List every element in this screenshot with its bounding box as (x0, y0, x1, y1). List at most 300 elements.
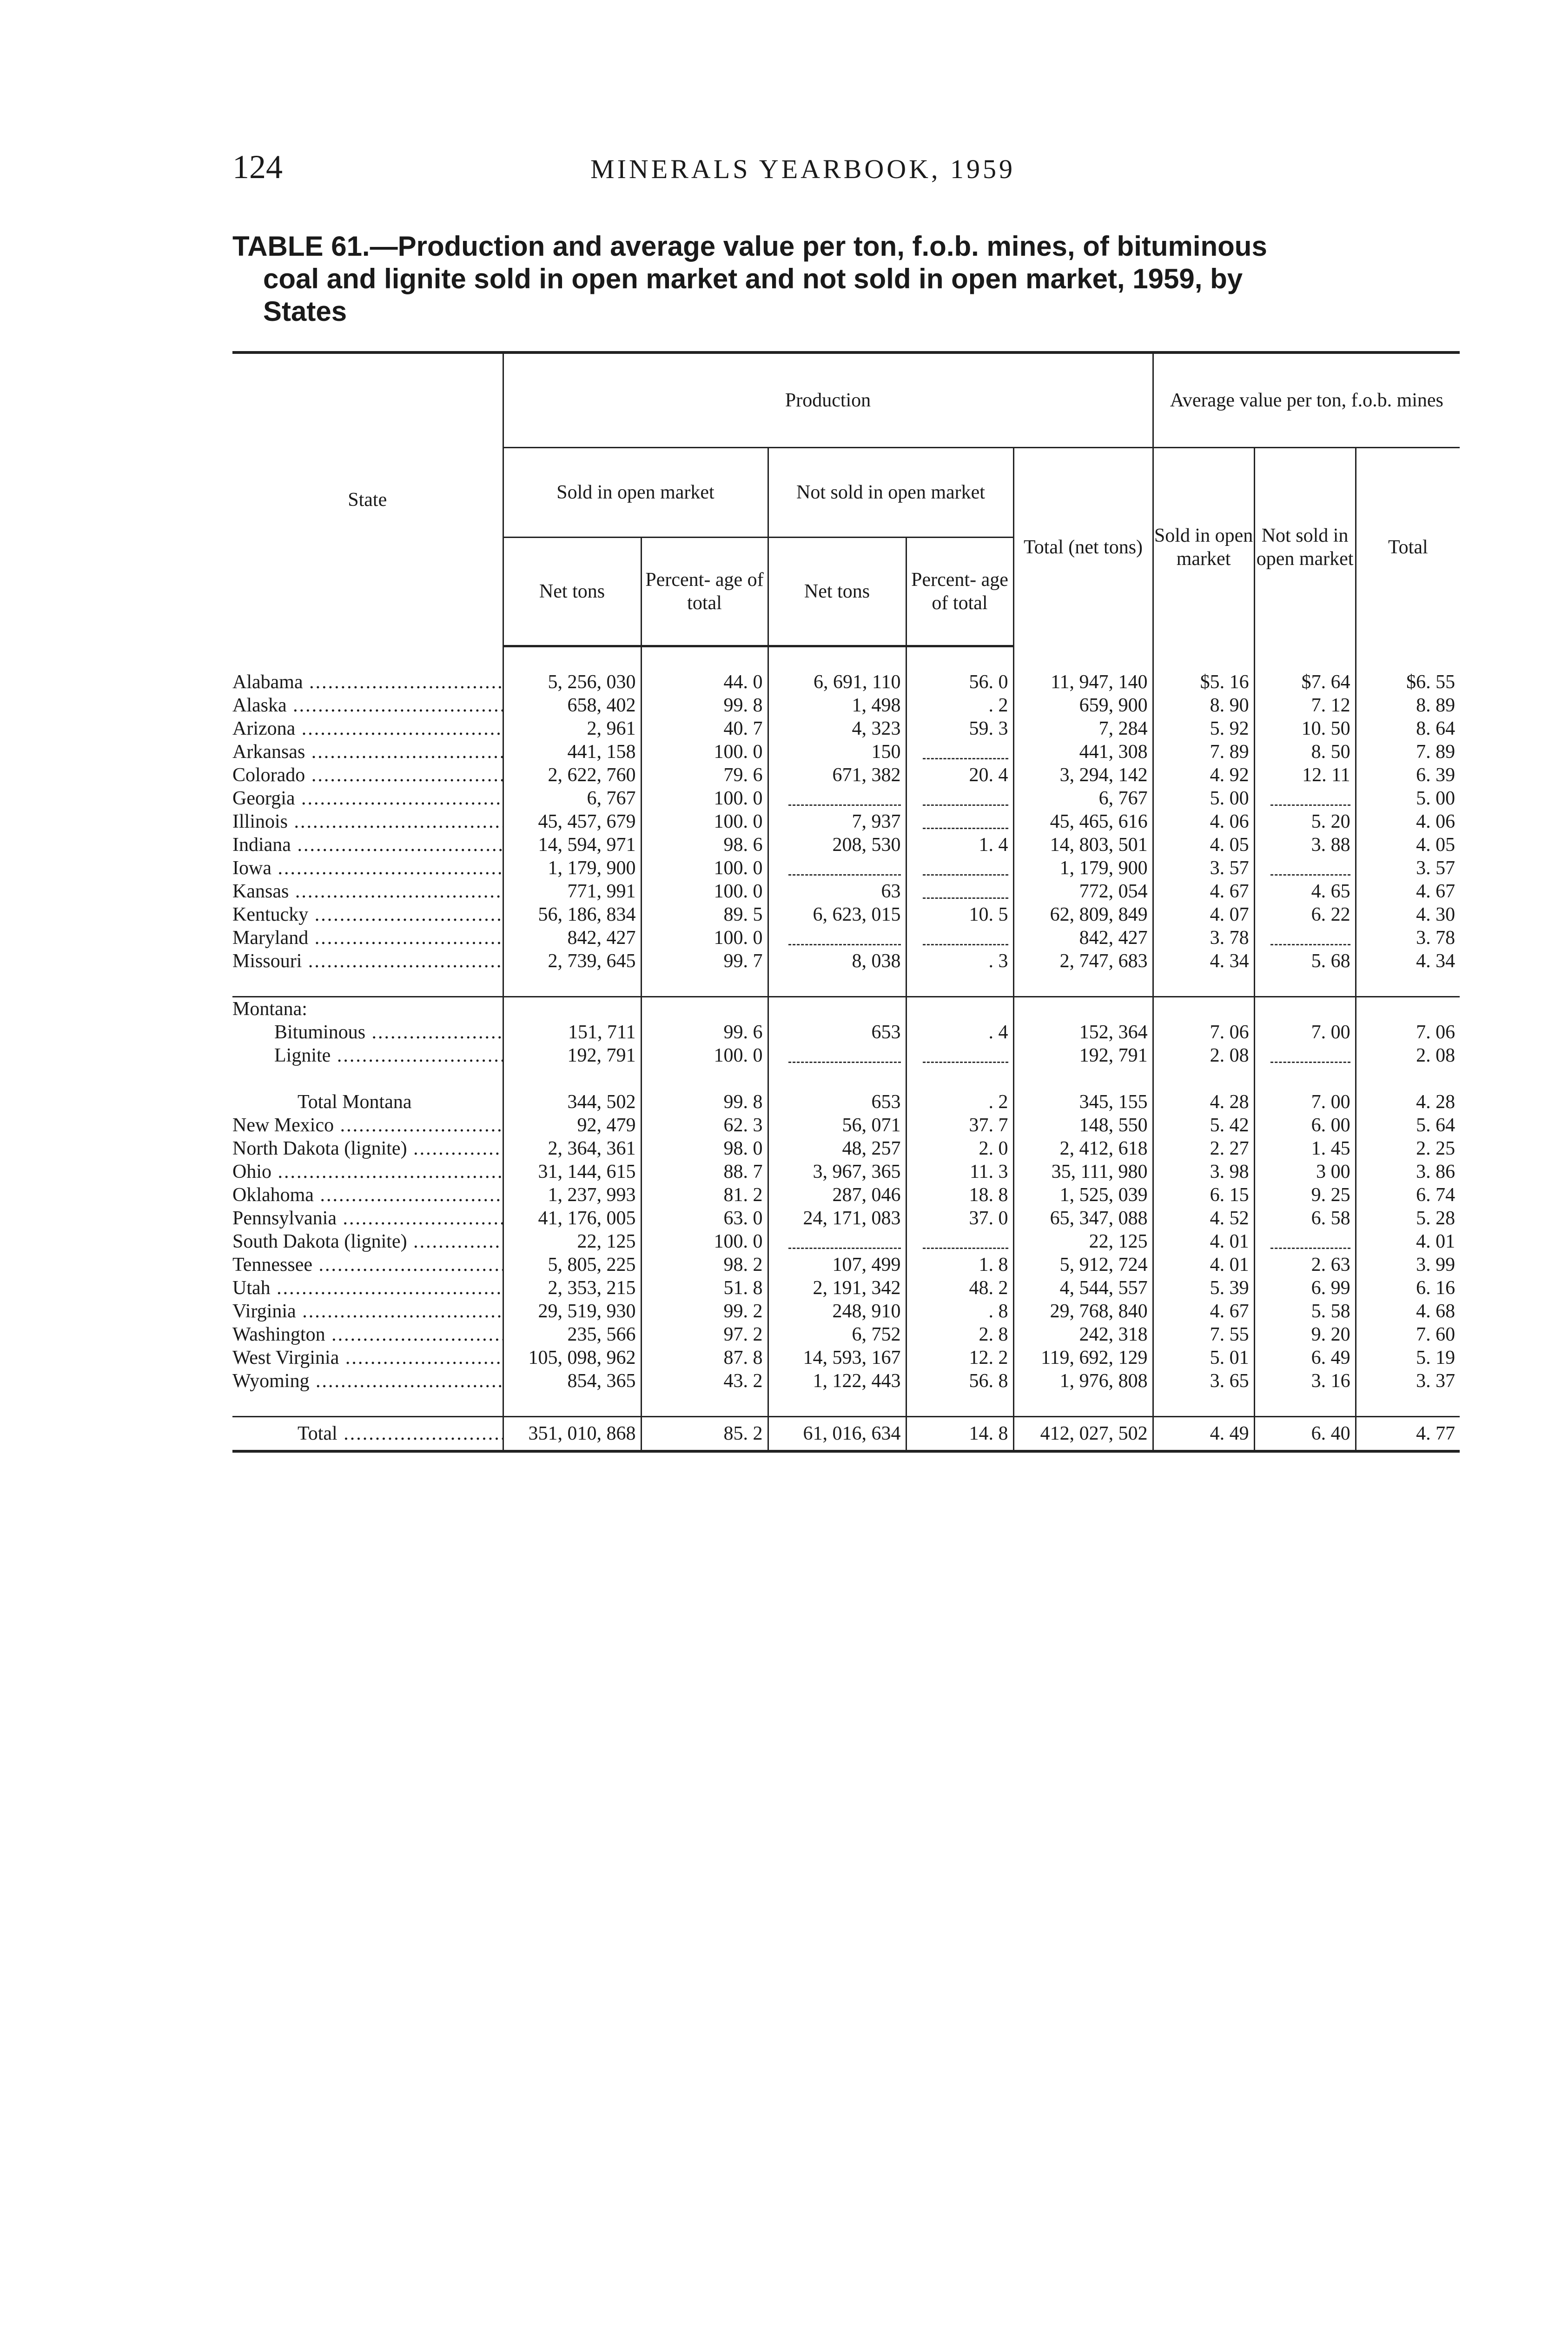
state-label: New Mexico ..... (232, 1115, 503, 1136)
av-total-cell: 4. 68 (1356, 1300, 1460, 1323)
total-net-tons-cell: 5, 912, 724 (1013, 1253, 1153, 1276)
table-row (232, 1369, 1460, 1393)
state-name (232, 1230, 503, 1253)
av-sold-cell: 5. 39 (1153, 1276, 1254, 1300)
sold-net-tons-cell: 5, 805, 225 (503, 1253, 641, 1276)
state-label: Total Montana (298, 1091, 412, 1113)
empty-cell (906, 997, 1013, 1021)
av-not-sold-cell: 7. 00 (1254, 1090, 1356, 1114)
av-total-cell: 5. 00 (1356, 787, 1460, 810)
av-total-cell: 5. 19 (1356, 1346, 1460, 1369)
state-label: West Virginia ..... (232, 1347, 503, 1368)
state-name (232, 1160, 503, 1183)
av-total-cell: 4. 28 (1356, 1090, 1460, 1114)
av-not-sold-cell (1254, 926, 1356, 950)
state-name (232, 857, 503, 880)
state-name (232, 740, 503, 764)
av-sold-cell: 5. 00 (1153, 787, 1254, 810)
state-name (232, 787, 503, 810)
av-not-sold-cell: 1. 45 (1254, 1137, 1356, 1160)
empty-dash (788, 1051, 900, 1063)
not-sold-pct-cell (906, 787, 1013, 810)
spacer-cell (232, 1393, 503, 1417)
caption-line-3: States (263, 296, 347, 327)
sold-net-tons-cell: 658, 402 (503, 694, 641, 717)
not-sold-net-tons-cell: 1, 122, 443 (768, 1369, 906, 1393)
table-row (232, 1300, 1460, 1323)
not-sold-pct-cell: 14. 8 (906, 1417, 1013, 1452)
table-row (232, 671, 1460, 694)
spacer-cell (906, 646, 1013, 671)
state-name (232, 950, 503, 973)
av-total-cell: 4. 06 (1356, 810, 1460, 833)
page-number: 124 (232, 148, 283, 186)
av-sold-cell: 4. 67 (1153, 1300, 1254, 1323)
not-sold-net-tons-cell: 6, 691, 110 (768, 671, 906, 694)
table-row (232, 787, 1460, 810)
sold-pct-cell: 100. 0 (641, 926, 768, 950)
empty-dash (788, 934, 900, 945)
not-sold-net-tons-cell: 4, 323 (768, 717, 906, 740)
spacer-cell (641, 973, 768, 997)
state-name (232, 1090, 503, 1114)
av-sold-cell: 4. 52 (1153, 1207, 1254, 1230)
av-sold-cell: 4. 01 (1153, 1230, 1254, 1253)
empty-dash (1270, 864, 1350, 876)
av-total-cell: 7. 60 (1356, 1323, 1460, 1346)
total-net-tons-cell: 842, 427 (1013, 926, 1153, 950)
state-name (232, 1346, 503, 1369)
av-not-sold-cell: 6. 22 (1254, 903, 1356, 926)
empty-dash (923, 1237, 1008, 1249)
spacer-row (232, 973, 1460, 997)
av-sold-cell: 5. 42 (1153, 1114, 1254, 1137)
caption-line-1: TABLE 61.—Production and average value per ton, f.o.b. mines, of bituminous (232, 231, 1267, 262)
sold-net-tons-cell: 105, 098, 962 (503, 1346, 641, 1369)
spacer-cell (232, 1067, 503, 1090)
not-sold-pct-cell: 11. 3 (906, 1160, 1013, 1183)
empty-cell (1153, 997, 1254, 1021)
spacer-cell (1153, 1067, 1254, 1090)
not-sold-pct-cell: 59. 3 (906, 717, 1013, 740)
av-total-cell: 6. 16 (1356, 1276, 1460, 1300)
spacer-cell (1013, 646, 1153, 671)
table-row (232, 1114, 1460, 1137)
empty-cell (1254, 997, 1356, 1021)
sold-pct-cell: 99. 2 (641, 1300, 768, 1323)
state-label: Total ..... (298, 1423, 503, 1444)
sold-pct-cell: 81. 2 (641, 1183, 768, 1207)
state-label: Iowa ..... (232, 857, 503, 879)
av-not-sold-cell: 7. 00 (1254, 1021, 1356, 1044)
av-not-sold-cell: 5. 20 (1254, 810, 1356, 833)
total-net-tons-cell: 4, 544, 557 (1013, 1276, 1153, 1300)
empty-dash (923, 748, 1008, 759)
not-sold-pct-cell: 12. 2 (906, 1346, 1013, 1369)
state-label: Kansas ..... (232, 881, 503, 902)
sold-pct-cell: 79. 6 (641, 764, 768, 787)
sold-pct-cell: 99. 7 (641, 950, 768, 973)
av-sold-cell: 7. 89 (1153, 740, 1254, 764)
av-not-sold-cell (1254, 1044, 1356, 1067)
av-not-sold-cell: 5. 58 (1254, 1300, 1356, 1323)
state-label: Missouri ..... (232, 950, 503, 972)
sold-net-tons-cell: 2, 364, 361 (503, 1137, 641, 1160)
total-net-tons-cell: 29, 768, 840 (1013, 1300, 1153, 1323)
not-sold-net-tons-cell: 14, 593, 167 (768, 1346, 906, 1369)
sold-pct-cell: 100. 0 (641, 857, 768, 880)
not-sold-net-tons-cell: 107, 499 (768, 1253, 906, 1276)
table-row (232, 694, 1460, 717)
spacer-cell (503, 973, 641, 997)
sold-net-tons-cell: 56, 186, 834 (503, 903, 641, 926)
table-row (232, 764, 1460, 787)
spacer-cell (906, 973, 1013, 997)
av-sold-cell: 5. 92 (1153, 717, 1254, 740)
state-label: Alaska ..... (232, 695, 503, 716)
empty-dash (923, 934, 1008, 945)
table-row (232, 717, 1460, 740)
spacer-cell (641, 646, 768, 671)
sold-net-tons-cell: 31, 144, 615 (503, 1160, 641, 1183)
not-sold-pct-cell: . 3 (906, 950, 1013, 973)
table-row (232, 1323, 1460, 1346)
spacer-cell (503, 1393, 641, 1417)
not-sold-pct-cell: 56. 8 (906, 1369, 1013, 1393)
spacer-cell (232, 646, 503, 671)
table-caption (232, 230, 1460, 328)
state-label: Illinois ..... (232, 811, 503, 832)
not-sold-pct-cell: 48. 2 (906, 1276, 1013, 1300)
state-label: Pennsylvania ..... (232, 1208, 503, 1229)
col-header-av-sold: Sold in open market (1153, 448, 1254, 646)
av-total-cell: $6. 55 (1356, 671, 1460, 694)
table-row (232, 1160, 1460, 1183)
running-title: MINERALS YEARBOOK, 1959 (590, 154, 1016, 184)
not-sold-pct-cell (906, 1044, 1013, 1067)
av-sold-cell: $5. 16 (1153, 671, 1254, 694)
spacer-cell (503, 1067, 641, 1090)
av-sold-cell: 2. 08 (1153, 1044, 1254, 1067)
empty-cell (1356, 997, 1460, 1021)
av-total-cell: 6. 74 (1356, 1183, 1460, 1207)
sold-net-tons-cell: 1, 179, 900 (503, 857, 641, 880)
total-net-tons-cell: 2, 747, 683 (1013, 950, 1153, 973)
empty-cell (768, 997, 906, 1021)
not-sold-net-tons-cell: 653 (768, 1090, 906, 1114)
not-sold-net-tons-cell: 56, 071 (768, 1114, 906, 1137)
sold-pct-cell: 100. 0 (641, 787, 768, 810)
sold-pct-cell: 98. 0 (641, 1137, 768, 1160)
spacer-cell (906, 1067, 1013, 1090)
empty-dash (1270, 1237, 1350, 1249)
state-label: Ohio ..... (232, 1161, 503, 1182)
total-net-tons-cell: 1, 525, 039 (1013, 1183, 1153, 1207)
total-net-tons-cell: 152, 364 (1013, 1021, 1153, 1044)
montana-sub-row (232, 1044, 1460, 1067)
col-header-net-tons-not-sold: Net tons (768, 538, 906, 646)
spacer-cell (641, 1067, 768, 1090)
sold-pct-cell: 99. 8 (641, 1090, 768, 1114)
total-net-tons-cell: 772, 054 (1013, 880, 1153, 903)
state-label: South Dakota (lignite) ..... (232, 1231, 503, 1252)
col-header-pct-not-sold: Percent- age of total (906, 538, 1013, 646)
sold-pct-cell: 98. 2 (641, 1253, 768, 1276)
total-row (232, 1417, 1460, 1452)
empty-cell (1013, 997, 1153, 1021)
table-row (232, 833, 1460, 857)
sold-pct-cell: 43. 2 (641, 1369, 768, 1393)
av-not-sold-cell (1254, 1230, 1356, 1253)
av-total-cell: 7. 89 (1356, 740, 1460, 764)
not-sold-net-tons-cell: 1, 498 (768, 694, 906, 717)
sold-pct-cell: 63. 0 (641, 1207, 768, 1230)
sold-net-tons-cell: 22, 125 (503, 1230, 641, 1253)
not-sold-pct-cell (906, 857, 1013, 880)
spacer-cell (768, 646, 906, 671)
empty-dash (1270, 1051, 1350, 1063)
spacer-cell (906, 1393, 1013, 1417)
av-sold-cell: 6. 15 (1153, 1183, 1254, 1207)
sold-net-tons-cell: 45, 457, 679 (503, 810, 641, 833)
state-label: Washington ..... (232, 1324, 503, 1345)
table-row (232, 857, 1460, 880)
av-not-sold-cell: 6. 40 (1254, 1417, 1356, 1452)
av-not-sold-cell: 4. 65 (1254, 880, 1356, 903)
state-name (232, 1417, 503, 1452)
av-not-sold-cell: 6. 49 (1254, 1346, 1356, 1369)
empty-dash (923, 864, 1008, 876)
montana-sub-row (232, 1021, 1460, 1044)
sold-net-tons-cell: 92, 479 (503, 1114, 641, 1137)
col-header-sold-open-market: Sold in open market (503, 448, 768, 538)
sold-pct-cell: 88. 7 (641, 1160, 768, 1183)
col-header-production: Production (503, 352, 1153, 448)
sold-pct-cell: 100. 0 (641, 740, 768, 764)
state-label: Bituminous ..... (274, 1022, 503, 1043)
not-sold-pct-cell: 1. 8 (906, 1253, 1013, 1276)
col-header-average-value: Average value per ton, f.o.b. mines (1153, 352, 1460, 448)
sold-net-tons-cell: 2, 739, 645 (503, 950, 641, 973)
av-sold-cell: 3. 78 (1153, 926, 1254, 950)
empty-cell (641, 997, 768, 1021)
state-label: Colorado ..... (232, 764, 503, 786)
state-name (232, 1137, 503, 1160)
not-sold-pct-cell: . 4 (906, 1021, 1013, 1044)
total-net-tons-cell: 242, 318 (1013, 1323, 1153, 1346)
state-label: Alabama ..... (232, 671, 503, 693)
spacer-cell (1153, 1393, 1254, 1417)
table-row (232, 950, 1460, 973)
table-row (232, 1183, 1460, 1207)
sold-pct-cell: 99. 6 (641, 1021, 768, 1044)
total-net-tons-cell: 2, 412, 618 (1013, 1137, 1153, 1160)
av-sold-cell: 7. 55 (1153, 1323, 1254, 1346)
col-header-av-total: Total (1356, 448, 1460, 646)
not-sold-net-tons-cell (768, 926, 906, 950)
sold-pct-cell: 99. 8 (641, 694, 768, 717)
av-total-cell: 4. 34 (1356, 950, 1460, 973)
sold-pct-cell: 100. 0 (641, 1044, 768, 1067)
sold-net-tons-cell: 441, 158 (503, 740, 641, 764)
col-header-not-sold-open-market: Not sold in open market (768, 448, 1013, 538)
av-sold-cell: 3. 98 (1153, 1160, 1254, 1183)
spacer-cell (1153, 973, 1254, 997)
not-sold-net-tons-cell: 248, 910 (768, 1300, 906, 1323)
state-name (232, 1183, 503, 1207)
state-name (232, 1207, 503, 1230)
production-table-container (232, 351, 1460, 1453)
not-sold-net-tons-cell: 48, 257 (768, 1137, 906, 1160)
empty-dash (923, 794, 1008, 806)
av-total-cell: 2. 08 (1356, 1044, 1460, 1067)
state-name (232, 810, 503, 833)
sold-net-tons-cell: 771, 991 (503, 880, 641, 903)
spacer-cell (1254, 1067, 1356, 1090)
av-sold-cell: 3. 65 (1153, 1369, 1254, 1393)
table-row (232, 1230, 1460, 1253)
total-net-tons-cell: 412, 027, 502 (1013, 1417, 1153, 1452)
state-name (232, 717, 503, 740)
state-label: Indiana ..... (232, 834, 503, 856)
av-total-cell: 3. 86 (1356, 1160, 1460, 1183)
not-sold-pct-cell: 2. 0 (906, 1137, 1013, 1160)
av-total-cell: 4. 05 (1356, 833, 1460, 857)
spacer-cell (1356, 646, 1460, 671)
total-net-tons-cell: 659, 900 (1013, 694, 1153, 717)
av-not-sold-cell: 9. 20 (1254, 1323, 1356, 1346)
col-header-total-net-tons: Total (net tons) (1013, 448, 1153, 646)
av-not-sold-cell: 6. 58 (1254, 1207, 1356, 1230)
table-row (232, 1207, 1460, 1230)
av-total-cell: 6. 39 (1356, 764, 1460, 787)
state-name (232, 1300, 503, 1323)
spacer-cell (1013, 973, 1153, 997)
total-net-tons-cell: 65, 347, 088 (1013, 1207, 1153, 1230)
col-header-net-tons-sold: Net tons (503, 538, 641, 646)
not-sold-net-tons-cell: 208, 530 (768, 833, 906, 857)
not-sold-pct-cell: 18. 8 (906, 1183, 1013, 1207)
av-not-sold-cell: 7. 12 (1254, 694, 1356, 717)
av-sold-cell: 4. 06 (1153, 810, 1254, 833)
state-name (232, 880, 503, 903)
av-sold-cell: 4. 05 (1153, 833, 1254, 857)
state-label: Wyoming ..... (232, 1370, 503, 1392)
montana-label: Montana: (232, 997, 503, 1021)
state-label: Oklahoma ..... (232, 1184, 503, 1206)
total-net-tons-cell: 35, 111, 980 (1013, 1160, 1153, 1183)
not-sold-pct-cell (906, 880, 1013, 903)
spacer-cell (232, 973, 503, 997)
not-sold-pct-cell: 56. 0 (906, 671, 1013, 694)
total-net-tons-cell: 14, 803, 501 (1013, 833, 1153, 857)
av-sold-cell: 4. 07 (1153, 903, 1254, 926)
not-sold-net-tons-cell: 61, 016, 634 (768, 1417, 906, 1452)
av-sold-cell: 3. 57 (1153, 857, 1254, 880)
table-row (232, 1276, 1460, 1300)
av-not-sold-cell (1254, 787, 1356, 810)
av-not-sold-cell: $7. 64 (1254, 671, 1356, 694)
table-row (232, 926, 1460, 950)
av-not-sold-cell: 3 00 (1254, 1160, 1356, 1183)
not-sold-pct-cell: . 2 (906, 694, 1013, 717)
spacer-row (232, 1393, 1460, 1417)
not-sold-net-tons-cell: 63 (768, 880, 906, 903)
sold-pct-cell: 40. 7 (641, 717, 768, 740)
spacer-row (232, 646, 1460, 671)
not-sold-pct-cell: 37. 7 (906, 1114, 1013, 1137)
table-row (232, 1346, 1460, 1369)
sold-net-tons-cell: 29, 519, 930 (503, 1300, 641, 1323)
state-label: Georgia ..... (232, 788, 503, 809)
av-sold-cell: 4. 01 (1153, 1253, 1254, 1276)
total-net-tons-cell: 11, 947, 140 (1013, 671, 1153, 694)
av-sold-cell: 2. 27 (1153, 1137, 1254, 1160)
not-sold-pct-cell: 37. 0 (906, 1207, 1013, 1230)
spacer-cell (503, 646, 641, 671)
empty-dash (788, 864, 900, 876)
spacer-cell (1356, 973, 1460, 997)
spacer-cell (768, 973, 906, 997)
not-sold-net-tons-cell: 8, 038 (768, 950, 906, 973)
table-row (232, 1253, 1460, 1276)
table-row (232, 903, 1460, 926)
empty-dash (1270, 934, 1350, 945)
av-sold-cell: 8. 90 (1153, 694, 1254, 717)
sold-net-tons-cell: 351, 010, 868 (503, 1417, 641, 1452)
not-sold-net-tons-cell: 287, 046 (768, 1183, 906, 1207)
state-name (232, 1276, 503, 1300)
state-name (232, 1369, 503, 1393)
total-net-tons-cell: 192, 791 (1013, 1044, 1153, 1067)
sold-net-tons-cell: 41, 176, 005 (503, 1207, 641, 1230)
state-label: Maryland ..... (232, 927, 503, 949)
av-total-cell: 8. 64 (1356, 717, 1460, 740)
state-label: Arizona ..... (232, 718, 503, 739)
sold-net-tons-cell: 1, 237, 993 (503, 1183, 641, 1207)
av-total-cell: 3. 99 (1356, 1253, 1460, 1276)
not-sold-net-tons-cell (768, 857, 906, 880)
state-name (232, 1044, 503, 1067)
spacer-cell (1013, 1393, 1153, 1417)
not-sold-net-tons-cell (768, 1230, 906, 1253)
state-name (232, 833, 503, 857)
sold-pct-cell: 100. 0 (641, 1230, 768, 1253)
sold-net-tons-cell: 344, 502 (503, 1090, 641, 1114)
montana-group-row (232, 997, 1460, 1021)
not-sold-net-tons-cell: 24, 171, 083 (768, 1207, 906, 1230)
table-row (232, 1137, 1460, 1160)
col-header-av-not-sold: Not sold in open market (1254, 448, 1356, 646)
sold-pct-cell: 89. 5 (641, 903, 768, 926)
sold-pct-cell: 100. 0 (641, 880, 768, 903)
state-name (232, 694, 503, 717)
not-sold-net-tons-cell: 653 (768, 1021, 906, 1044)
state-name (232, 926, 503, 950)
sold-net-tons-cell: 2, 961 (503, 717, 641, 740)
state-label: Arkansas ..... (232, 741, 503, 763)
not-sold-net-tons-cell: 3, 967, 365 (768, 1160, 906, 1183)
total-net-tons-cell: 62, 809, 849 (1013, 903, 1153, 926)
table-row (232, 880, 1460, 903)
sold-pct-cell: 98. 6 (641, 833, 768, 857)
state-label: North Dakota (lignite) ..... (232, 1138, 503, 1159)
total-net-tons-cell: 22, 125 (1013, 1230, 1153, 1253)
state-name (232, 1323, 503, 1346)
spacer-cell (641, 1393, 768, 1417)
av-not-sold-cell: 3. 88 (1254, 833, 1356, 857)
av-total-cell: 5. 64 (1356, 1114, 1460, 1137)
